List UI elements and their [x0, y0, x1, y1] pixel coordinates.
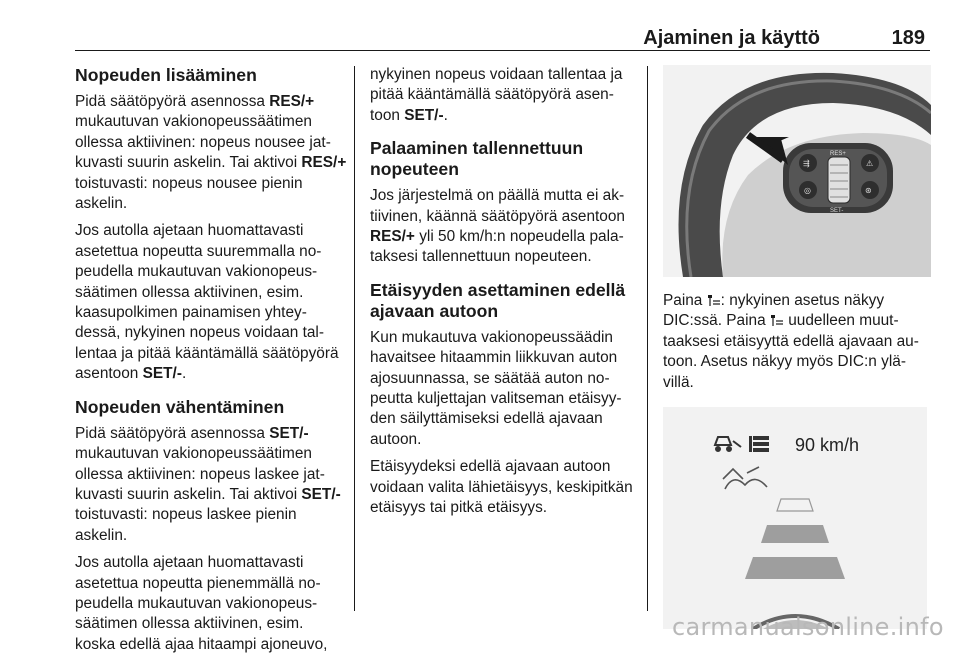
column-2 — [370, 65, 634, 526]
column-divider — [647, 66, 648, 611]
text: Jos autolla ajetaan huomattavasti asetettua nopeutta suuremmalla nopeudella mukautuvan vakionopeussäätimen ollessa aktiivinen, esim. kaasupolkimen painamisen yhteydessä, nykyinen nopeus voidaan tallentaa ja pitää kääntämällä säätöpyörä asentoon — [75, 222, 339, 383]
text: toistuvasti: nopeus laskee pienin askelin. — [75, 506, 297, 544]
control-label: SET/- — [142, 365, 182, 383]
speed-readout: 90 km/h — [795, 435, 860, 456]
text: uudelleen muuttaaksesi etäisyyttä edellä ajavaan autoon. Asetus näkyy myös DIC:n ylävillä. — [663, 312, 919, 391]
svg-text:◎: ◎ — [804, 186, 811, 195]
text: mukautuvan vakionopeussäätimen ollessa aktiivinen: nopeus nousee jatkuvasti suurin askelin. Tai aktivoi — [75, 113, 331, 172]
paragraph — [370, 65, 634, 126]
distance-button-icon — [770, 313, 784, 327]
column-1 — [75, 65, 347, 662]
column-divider — [354, 66, 355, 611]
text: Pidä säätöpyörä asennossa — [75, 93, 270, 110]
control-label: RES/+ — [301, 154, 347, 172]
text: nykyinen nopeus voidaan tallentaa ja pitää kääntämällä säätöpyörä asentoon — [370, 66, 623, 124]
control-label: SET/- — [404, 106, 444, 124]
svg-text:⚠: ⚠ — [866, 159, 874, 168]
svg-text:⇶: ⇶ — [803, 159, 810, 168]
chapter-title: Ajaminen ja käyttö — [643, 27, 820, 49]
text: yli 50 km/h:n nopeudella palataksesi tallennettuun nopeuteen. — [370, 228, 624, 266]
distance-button-icon — [707, 293, 721, 307]
text: : nykyinen asetus näkyy DIC:ssä. Paina — [663, 292, 885, 330]
text: mukautuvan vakionopeussäätimen ollessa aktiivinen: nopeus laskee jatkuvasti suurin askelin. Tai aktivoi — [75, 445, 325, 503]
following-distance-icon — [749, 436, 769, 452]
control-label: SET/- — [301, 485, 341, 503]
page-number: 189 — [891, 27, 925, 49]
paragraph — [663, 291, 931, 393]
page-header — [75, 10, 930, 51]
paragraph: Etäisyydeksi edellä ajavaan autoon voidaan valita lähietäisyys, keskipitkän etäisyys tai pitkä etäisyys. — [370, 458, 633, 517]
watermark: carmanualsonline.info — [672, 613, 944, 641]
svg-text:⊛: ⊛ — [865, 186, 872, 195]
text: Pidä säätöpyörä asennossa — [75, 424, 270, 442]
column-3 — [663, 65, 931, 629]
steering-wheel-controls-figure — [663, 65, 931, 277]
section-heading-decrease-speed: Nopeuden vähentäminen — [75, 396, 285, 417]
text: . — [443, 106, 448, 124]
text: Jos järjestelmä on päällä mutta ei aktiivinen, käännä säätöpyörä asentoon — [370, 187, 625, 225]
paragraph — [75, 92, 347, 214]
section-heading-increase-speed: Nopeuden lisääminen — [75, 65, 257, 85]
text: Paina — [663, 292, 707, 309]
control-label: SET/- — [269, 424, 309, 442]
paragraph: Jos autolla ajetaan huomattavasti asetettua nopeutta pienemmällä nopeudella mukautuvan vakionopeussäätimen ollessa aktiivinen, esim. koska edellä ajaa hitaampi ajoneuvo, — [75, 554, 328, 653]
paragraph — [75, 221, 347, 384]
text: toistuvasti: nopeus nousee pienin askelin. — [75, 174, 303, 213]
paragraph: Kun mukautuva vakionopeussäädin havaitsee hitaammin liikkuvan auton ajosuunnassa, se säätää auton nopeutta kuljettajan valitseman etäisyyden säilyttämiseksi edellä ajavaan autoon. — [370, 328, 622, 448]
text: . — [181, 365, 187, 383]
paragraph — [370, 186, 634, 268]
control-label: RES/+ — [269, 93, 315, 110]
set-label: SET- — [830, 208, 844, 214]
paragraph — [75, 424, 347, 546]
dic-display-figure — [663, 407, 927, 629]
section-heading-distance-setting: Etäisyyden asettaminen edellä ajavaan autoon — [370, 279, 626, 321]
control-label: RES/+ — [370, 228, 415, 246]
res-label: RES+ — [830, 151, 846, 157]
section-heading-resume-speed: Palaaminen tallennettuun nopeuteen — [370, 138, 584, 180]
